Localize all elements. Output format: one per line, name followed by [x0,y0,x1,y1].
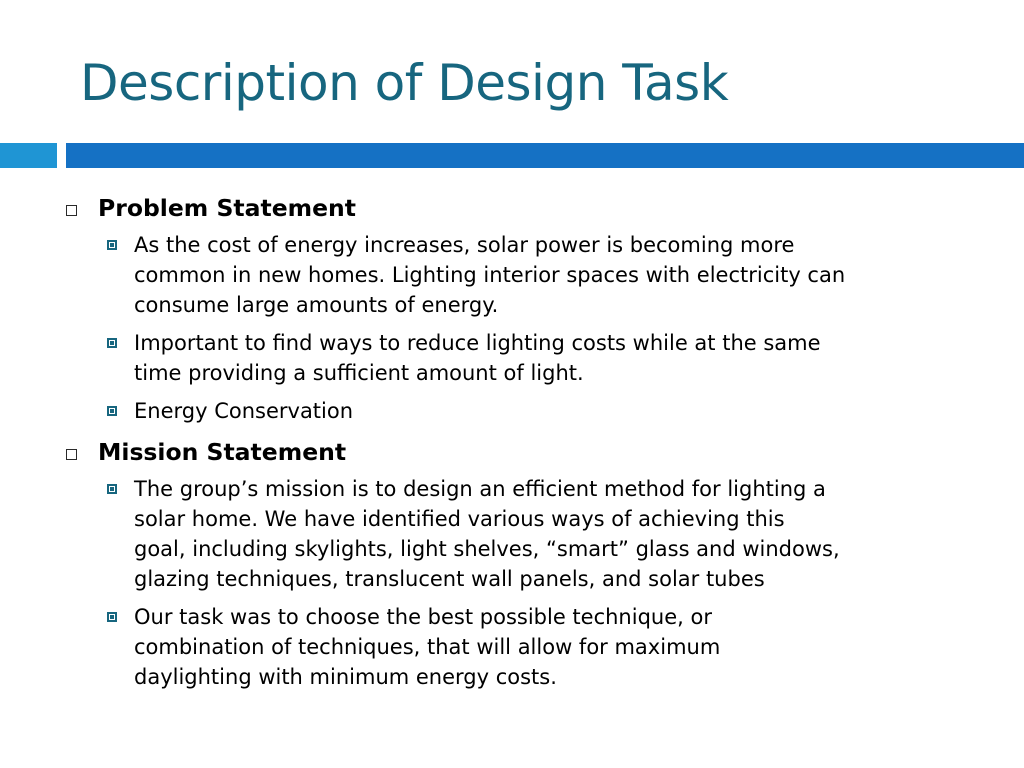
bullet-item [0,474,964,594]
section-heading-text: Problem Statement [98,194,357,222]
bullet-text: As the cost of energy increases, solar power is becoming more common in new homes. Lighting interior spaces with electricity can consume large amounts of energy. [134,233,846,317]
slide-title: Description of Design Task [80,54,729,112]
hollow-square-bullet-icon [66,205,77,216]
section-heading-mission-statement [0,434,1024,470]
title-rule-right-bar [66,143,1024,168]
title-rule-left-bar [0,143,57,168]
bullet-text: Our task was to choose the best possible technique, or combination of techniques, that will allow for maximum daylighting with minimum energy costs. [134,605,721,689]
filled-square-bullet-icon [107,338,117,348]
bullet-item [0,602,964,692]
section-heading-text: Mission Statement [98,438,347,466]
filled-square-bullet-icon [107,612,117,622]
bullet-text: Important to find ways to reduce lighting costs while at the same time providing a sufficient amount of light. [134,331,821,385]
section-heading-problem-statement [0,190,1024,226]
filled-square-bullet-icon [107,406,117,416]
bullet-text: Energy Conservation [134,399,354,423]
bullet-text: The group’s mission is to design an efficient method for lighting a solar home. We have identified various ways of achieving this goal, including skylights, light shelves, “smart” glass and windows, glazing techniques, translucent wall panels, and solar tubes [134,477,840,591]
bullet-item [0,396,964,426]
filled-square-bullet-icon [107,240,117,250]
filled-square-bullet-icon [107,484,117,494]
hollow-square-bullet-icon [66,449,77,460]
slide-body [0,190,1024,700]
bullet-item [0,230,964,320]
bullet-item [0,328,964,388]
